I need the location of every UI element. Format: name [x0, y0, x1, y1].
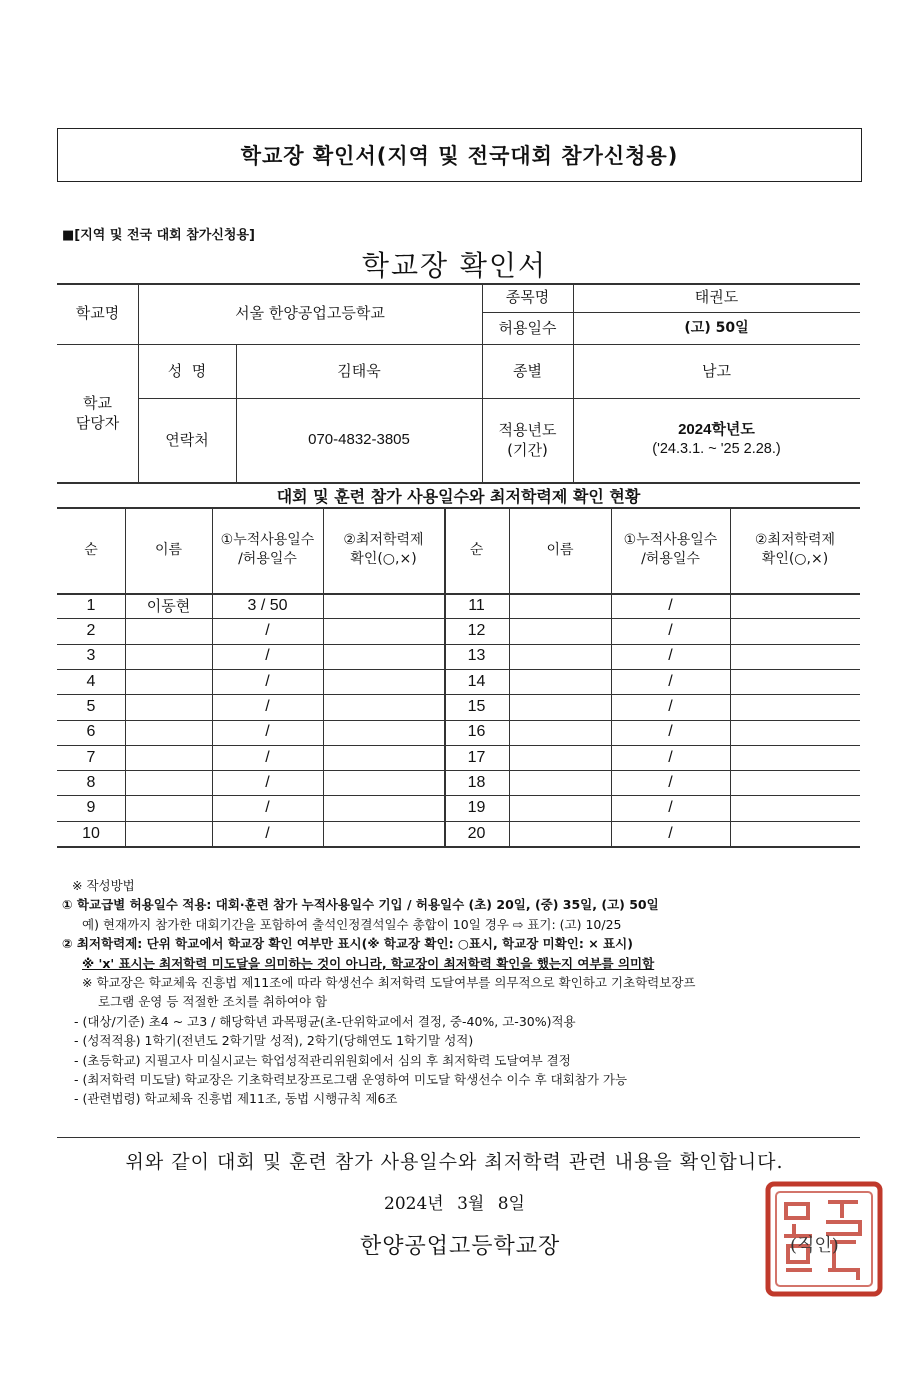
table-cell-days: /	[668, 698, 673, 716]
header-no: 순	[469, 541, 484, 558]
table-cell-check	[730, 593, 860, 618]
table-cell-no: 15	[467, 698, 486, 716]
school-signature: 한양공업고등학교장	[360, 1234, 561, 1259]
table-cell-check	[323, 593, 444, 618]
table-cell-no: 7	[86, 748, 96, 766]
table-cell-no: 13	[467, 647, 486, 665]
table-cell-check	[323, 669, 444, 694]
table-cell-days: /	[265, 824, 270, 842]
header-name: 이름	[546, 541, 574, 558]
table-cell-days: /	[668, 647, 673, 665]
table-cell-check	[323, 644, 444, 669]
table-cell-days: /	[668, 622, 673, 640]
table-cell-check	[730, 720, 860, 745]
table-cell-days: /	[265, 773, 270, 791]
sub-heading: ■[지역 및 전국 대회 참가신청용]	[62, 228, 255, 243]
table-cell-name	[509, 770, 611, 795]
table-cell-no: 20	[467, 824, 486, 842]
note-2-a: ※ 'x' 표시는 최저학력 미도달을 의미하는 것이 아니라, 학교장이 최저학력 확인을 했는지 여부를 의미함	[82, 955, 655, 971]
table-cell-no: 6	[86, 723, 96, 741]
table-cell-check	[730, 821, 860, 846]
table-cell-check	[323, 770, 444, 795]
table-cell-name	[509, 669, 611, 694]
name-label: 성 명	[167, 361, 207, 380]
table-cell-name	[509, 795, 611, 820]
table-cell-no: 9	[86, 799, 96, 817]
divider	[57, 1137, 860, 1138]
table-cell-name	[125, 720, 212, 745]
table-cell-no: 16	[467, 723, 486, 741]
table-cell-days: /	[668, 596, 673, 614]
table-cell-days: /	[265, 748, 270, 766]
table-cell-no: 11	[468, 596, 485, 614]
table-cell-name	[509, 720, 611, 745]
contact-value: 070-4832-3805	[308, 430, 410, 448]
table-cell-days: /	[668, 672, 673, 690]
detail-3: - (초등학교) 지필고사 미실시교는 학업성적관리위원회에서 심의 후 최저학력 도달여부 결정	[74, 1052, 571, 1068]
year-label: 적용년도 (기간)	[498, 420, 557, 459]
table-cell-no: 19	[467, 799, 486, 817]
table-cell-name	[509, 593, 611, 618]
header-no: 순	[84, 541, 98, 558]
table-cell-name	[509, 821, 611, 846]
table-cell-name	[125, 669, 212, 694]
sport-value: 태권도	[694, 288, 739, 307]
table-cell-check	[323, 694, 444, 719]
table-cell-days: /	[265, 672, 270, 690]
table-cell-check	[730, 770, 860, 795]
table-cell-days: /	[265, 647, 270, 665]
table-cell-name	[509, 618, 611, 643]
table-cell-days: /	[668, 748, 673, 766]
table-cell-days: 3 / 50	[247, 596, 288, 614]
detail-5: - (관련법령) 학교체육 진흥법 제11조, 동법 시행규칙 제6조	[74, 1091, 398, 1107]
table-cell-name	[125, 770, 212, 795]
table-cell-name	[125, 795, 212, 820]
table-cell-no: 17	[467, 748, 486, 766]
document-title: 학교장 확인서(지역 및 전국대회 참가신청용)	[57, 128, 862, 182]
detail-2: - (성적적용) 1학기(전년도 2학기말 성적), 2학기(당해연도 1학기말 성적)	[74, 1033, 474, 1049]
category-value: 남고	[702, 361, 731, 380]
header-check: ②최저학력제 확인(○,×)	[754, 532, 836, 567]
table-cell-no: 18	[467, 773, 486, 791]
school-label: 학교명	[75, 304, 120, 323]
note-2-b2: 로그램 운영 등 적절한 조치를 취하여야 함	[98, 994, 328, 1010]
sport-label: 종목명	[505, 288, 550, 307]
date-text: 2024년 3월 8일	[384, 1194, 525, 1214]
table-cell-days: /	[668, 773, 673, 791]
table-cell-no: 12	[467, 622, 486, 640]
table-cell-check	[730, 694, 860, 719]
header-name: 이름	[154, 541, 183, 558]
table-cell-name	[125, 618, 212, 643]
table-cell-days: /	[668, 824, 673, 842]
table-cell-days: /	[265, 622, 270, 640]
table-cell-check	[323, 618, 444, 643]
table-cell-check	[730, 795, 860, 820]
table-cell-check	[730, 644, 860, 669]
category-label: 종별	[513, 361, 542, 380]
header-days: ①누적사용일수 /허용일수	[623, 532, 718, 567]
table-cell-days: /	[668, 723, 673, 741]
table-cell-name	[509, 694, 611, 719]
table-cell-check	[323, 745, 444, 770]
table-cell-check	[730, 618, 860, 643]
status-title: 대회 및 훈련 참가 사용일수와 최저학력제 확인 현황	[276, 487, 641, 506]
table-cell-name: 이동현	[146, 596, 191, 615]
table-cell-no: 1	[86, 596, 96, 614]
note-2-b: ※ 학교장은 학교체육 진흥법 제11조에 따라 학생선수 최저학력 도달여부를 의무적으로 확인하고 기초학력보장프	[82, 975, 696, 991]
contact-label: 연락처	[165, 430, 209, 449]
detail-1: - (대상/기준) 초4 ~ 고3 / 해당학년 과목평균(초-단위학교에서 결정, 중-40%, 고-30%)적용	[74, 1013, 576, 1029]
table-cell-no: 10	[82, 824, 100, 842]
notes-heading: ※ 작성방법	[72, 878, 135, 893]
table-cell-name	[125, 694, 212, 719]
form-title: 학교장 확인서	[361, 249, 548, 282]
table-cell-days: /	[265, 698, 270, 716]
table-cell-no: 2	[86, 622, 96, 640]
manager-label: 학교 담당자	[75, 393, 120, 432]
name-value: 김태욱	[337, 361, 381, 380]
detail-4: - (최저학력 미도달) 학교장은 기초학력보장프로그램 운영하여 미도달 학생선수 이수 후 대회참가 가능	[74, 1072, 628, 1088]
table-cell-check	[730, 669, 860, 694]
table-cell-check	[323, 720, 444, 745]
table-cell-no: 3	[86, 647, 96, 665]
allowed-days-label: 허용일수	[498, 318, 557, 337]
header-days: ①누적사용일수 /허용일수	[220, 532, 315, 567]
allowed-days-value: (고) 50일	[684, 319, 749, 336]
note-1: ① 학교급별 허용일수 적용: 대회·훈련 참가 누적사용일수 기입 / 허용일수 (초) 20일, (중) 35일, (고) 50일	[62, 897, 659, 913]
school-value: 서울 한양공업고등학교	[235, 304, 385, 323]
table-cell-check	[323, 795, 444, 820]
table-cell-no: 5	[86, 698, 96, 716]
period-value: ('24.3.1. ~ '25 2.28.)	[652, 441, 781, 458]
table-cell-check	[323, 821, 444, 846]
table-cell-name	[125, 821, 212, 846]
seal-label: (직인)	[790, 1235, 839, 1256]
note-2: ② 최저학력제: 단위 학교에서 학교장 확인 여부만 표시(※ 학교장 확인: ○표시, 학교장 미확인: × 표시)	[62, 936, 633, 952]
table-cell-no: 14	[467, 672, 486, 690]
note-1-example: 예) 현재까지 참가한 대회기간을 포함하여 출석인정결석일수 총합이 10일 경우 ⇨ 표기: (고) 10/25	[82, 916, 622, 932]
table-cell-no: 4	[86, 672, 96, 690]
table-cell-days: /	[668, 799, 673, 817]
year-cell	[573, 398, 860, 482]
table-cell-name	[125, 745, 212, 770]
table-cell-days: /	[265, 799, 270, 817]
table-cell-days: /	[265, 723, 270, 741]
table-cell-check	[730, 745, 860, 770]
table-cell-name	[509, 745, 611, 770]
table-cell-name	[509, 644, 611, 669]
year-value: 2024학년도	[678, 421, 755, 439]
table-cell-name	[125, 644, 212, 669]
confirm-text: 위와 같이 대회 및 훈련 참가 사용일수와 최저학력 관련 내용을 확인합니다.	[125, 1151, 784, 1173]
table-cell-no: 8	[86, 773, 96, 791]
notes	[62, 876, 852, 1109]
header-check: ②최저학력제 확인(○,×)	[343, 532, 424, 567]
